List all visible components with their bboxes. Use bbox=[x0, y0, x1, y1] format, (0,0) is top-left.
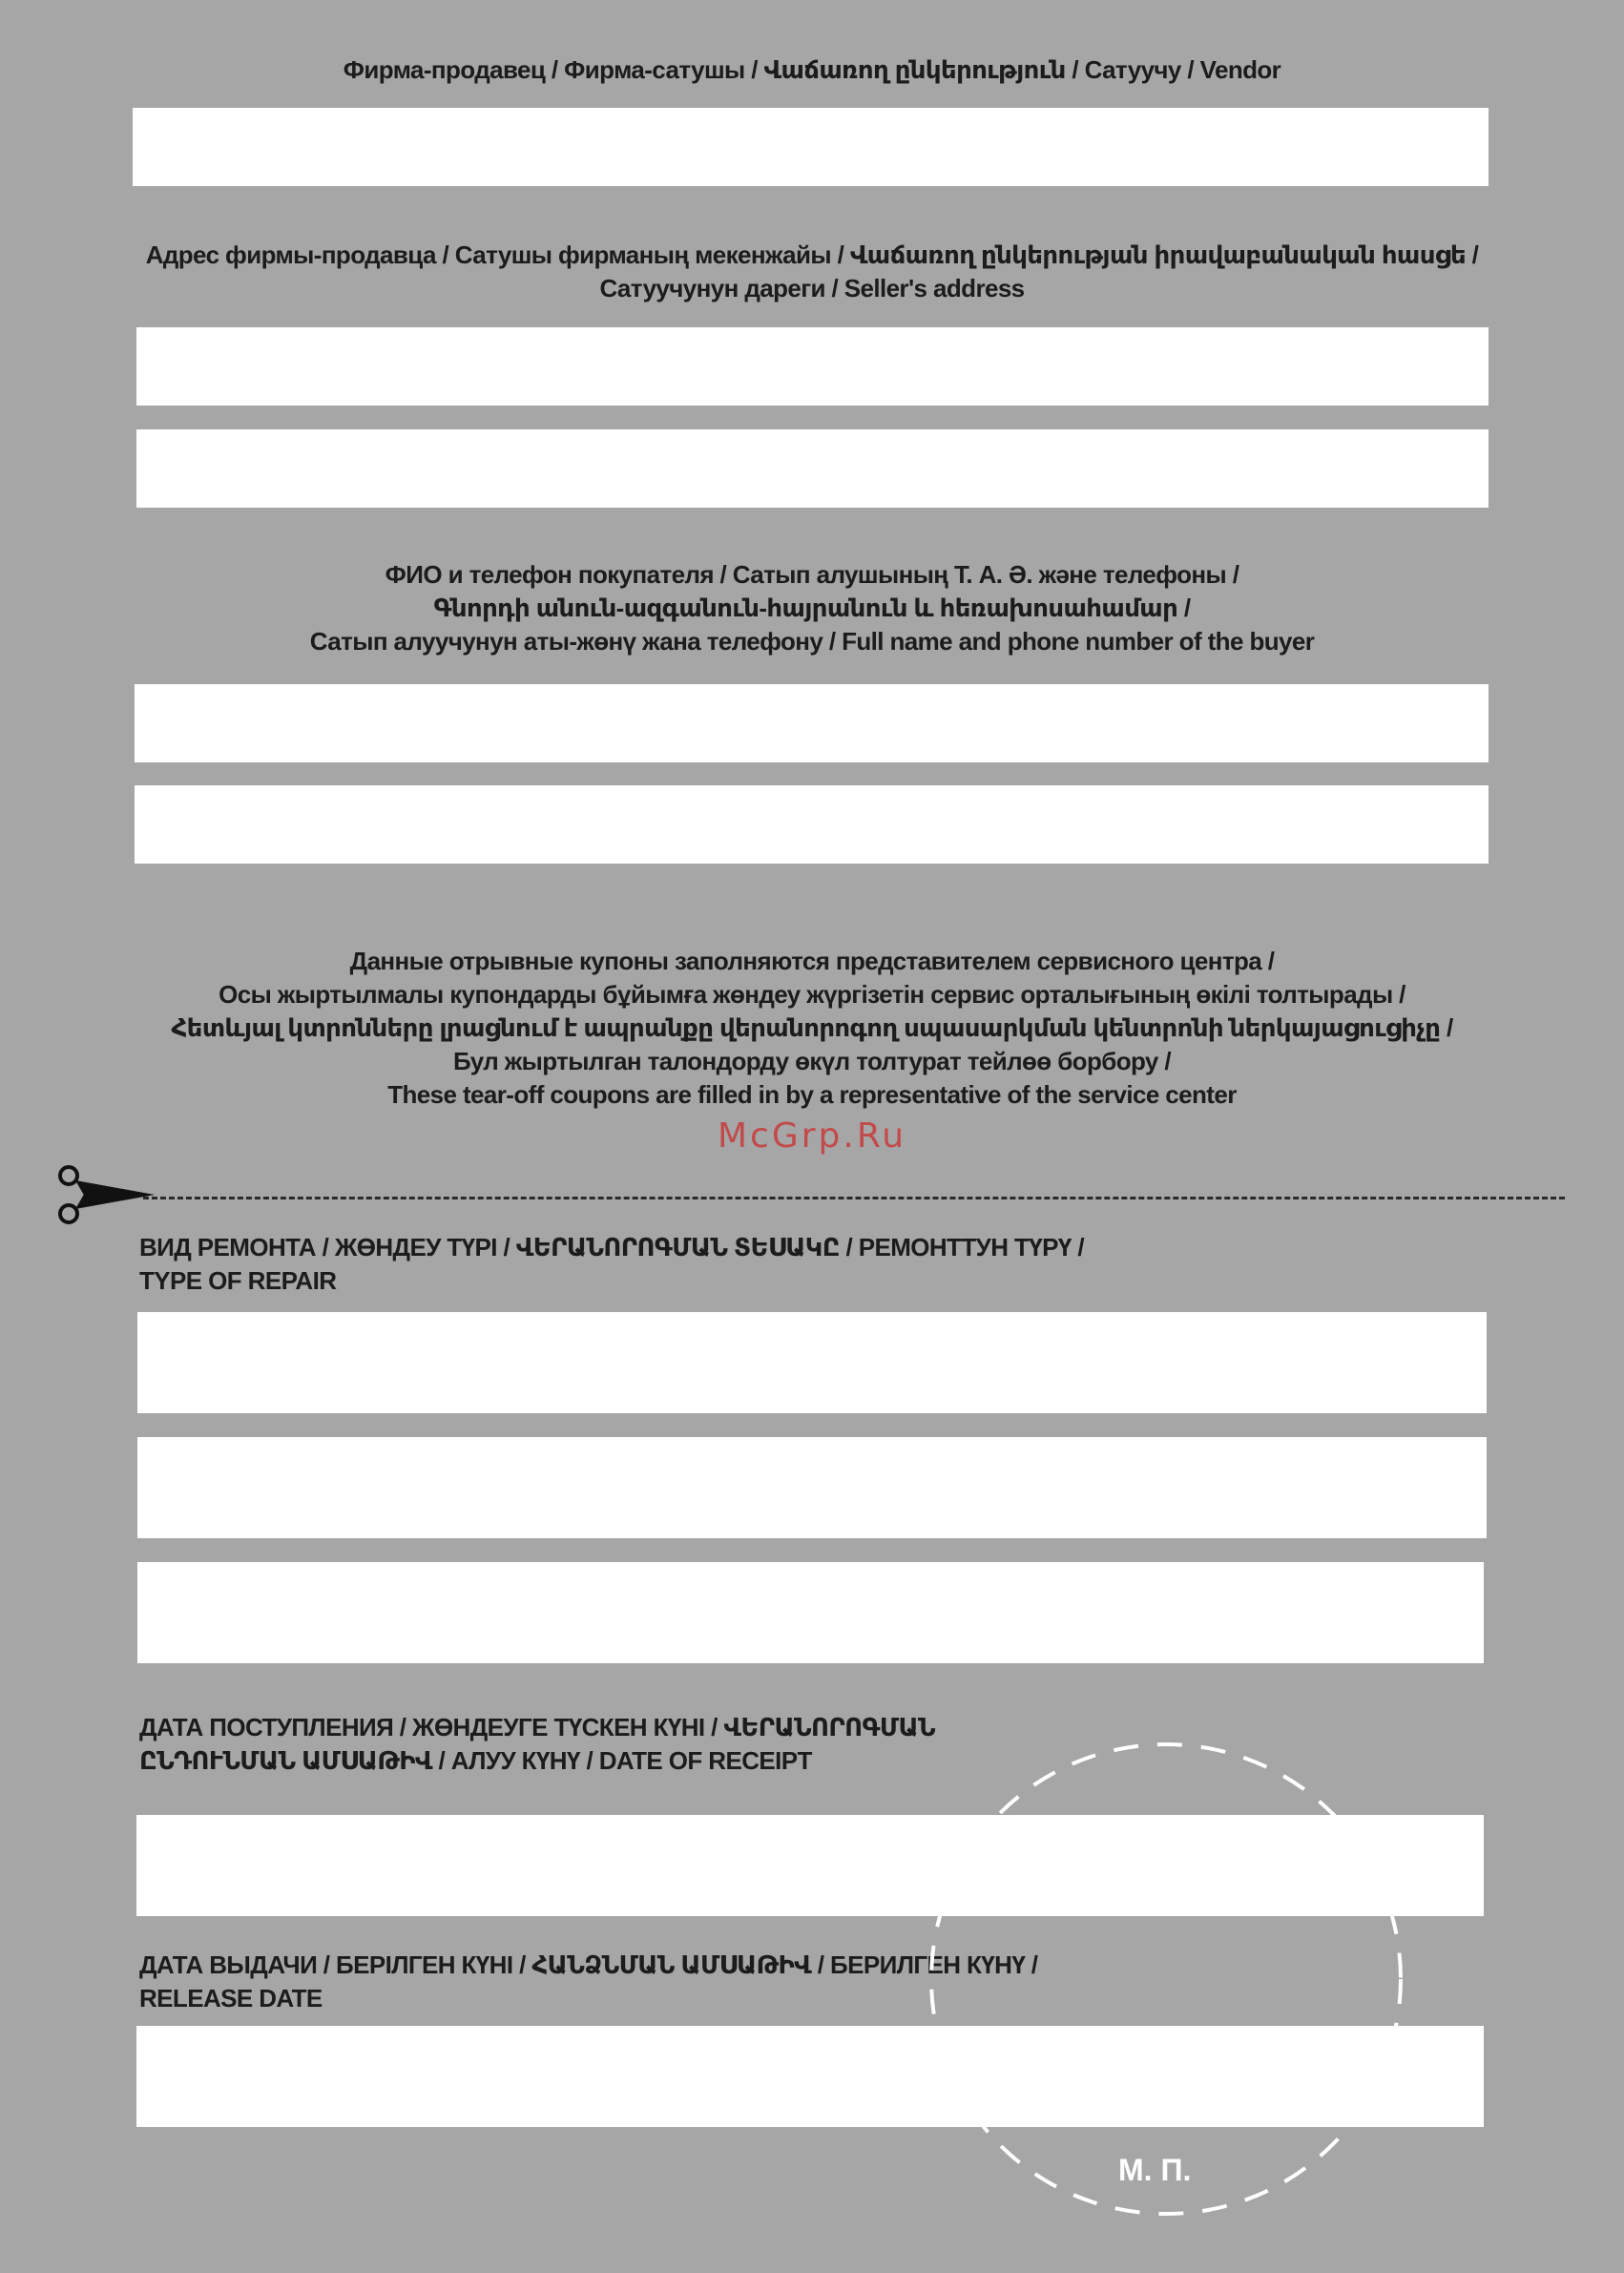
buyer-field-1[interactable] bbox=[135, 684, 1489, 762]
buyer-label: ФИО и телефон покупателя / Сатып алушының Т. А. Ә. және телефоны / Գնորդի անուն-ազգանուն-հայրանուն և հեռախոսահամար / Сатып алуучунун аты-жөнү жана телефону / Full name and phone number of the buyer bbox=[309, 560, 1315, 656]
watermark: McGrp.Ru bbox=[717, 1116, 907, 1156]
repair-type-label: ВИД РЕМОНТА / ЖӨНДЕУ ТҮРІ / ՎԵՐԱՆՈՐՈԳՄԱՆ ՏԵՍԱԿԸ / РЕМОНТТУН ТҮРҮ / TYPE OF REPAIR bbox=[139, 1233, 1084, 1295]
cut-line bbox=[143, 1197, 1565, 1199]
vendor-field[interactable] bbox=[133, 108, 1489, 186]
seller-address-label: Адрес фирмы-продавца / Сатушы фирманың мекенжайы / Վաճառող ընկերության իրավաբանական հասցե / Сатуучунун дареги / Seller's address bbox=[145, 240, 1479, 302]
vendor-label: Фирма-продавец / Фирма-сатушы / Վաճառող ընկերություն / Сатуучу / Vendor bbox=[343, 55, 1281, 84]
coupons-note: Данные отрывные купоны заполняются представителем сервисного центра / Осы жыртылмалы купондарды бұйымға жөндеу жүргізетін сервис орталығының өкілі толтырады / Հետևյալ կտրոնները լրացնում է ապրանքը վերանորոգող սպասարկման կենտրոնի ներկայացուցիչը / Бул жыртылган талондорду өкүл толтурат тейлөө борбору / These tear-off coupons are filled in by a representative of the service center bbox=[171, 947, 1453, 1109]
repair-type-field-3[interactable] bbox=[137, 1562, 1484, 1663]
scissors-icon bbox=[48, 1155, 162, 1231]
stamp-circle bbox=[916, 1727, 1412, 2223]
seller-address-field-2[interactable] bbox=[136, 429, 1489, 508]
stamp-label: М. П. bbox=[1118, 2153, 1192, 2187]
repair-type-field-1[interactable] bbox=[137, 1312, 1487, 1413]
buyer-field-2[interactable] bbox=[135, 785, 1489, 864]
receipt-date-label: ДАТА ПОСТУПЛЕНИЯ / ЖӨНДЕУГЕ ТҮСКЕН КҮНІ / ՎԵՐԱՆՈՐՈԳՄԱՆ ԸՆԴՈՒՆՄԱՆ ԱՄՍԱԹԻՎ / АЛУУ КҮНҮ / DATE OF RECEIPT bbox=[139, 1713, 936, 1775]
seller-address-field-1[interactable] bbox=[136, 327, 1489, 406]
repair-type-field-2[interactable] bbox=[137, 1437, 1487, 1538]
release-date-label: ДАТА ВЫДАЧИ / БЕРІЛГЕН КҮНІ / ՀԱՆՁՆՄԱՆ ԱՄՍԱԹԻՎ / БЕРИЛГЕН КҮНҮ / RELEASE DATE bbox=[139, 1950, 1038, 2012]
